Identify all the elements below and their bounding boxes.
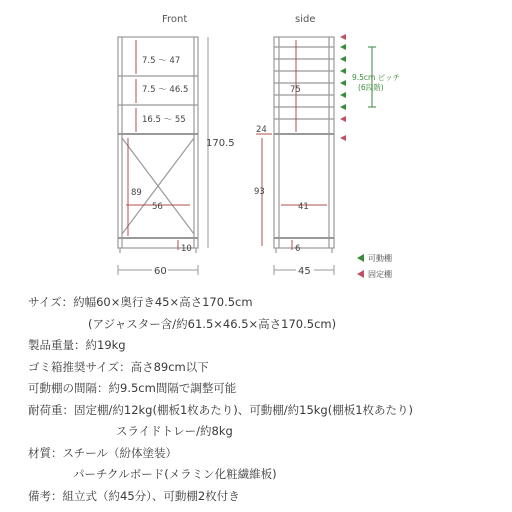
spec-interval: 可動棚の間隔：約9.5cm間隔で調整可能 [28,381,237,395]
movable-legend-icon [357,254,364,262]
side-dim-shelf: 24 [256,125,267,135]
front-dim-inner-width: 56 [152,202,163,212]
front-frame [118,37,198,253]
spec-load-tray: スライドトレー/約8kg [116,424,233,438]
fixed-legend-icon [357,270,364,278]
pitch-label: 9.5cm ピッチ [352,73,400,82]
pitch-steps-label: (6段階) [358,83,384,92]
side-dim-lower: 93 [254,187,265,197]
spec-material: 材質：スチール（紛体塗装） [28,445,178,460]
front-dim-height: 89 [131,188,142,198]
front-dim-total-height: 170.5 [206,138,235,149]
side-dim-depth: 45 [298,266,311,277]
front-dim-3: 16.5 ～ 55 [142,115,186,125]
movable-shelf-markers [340,44,346,110]
side-dim-upper: 75 [290,85,301,95]
spec-load: 耐荷重：固定棚/約12kg(棚板1枚あたり)、可動棚/約15kg(棚板1枚あたり) [28,402,414,417]
front-view-label: Front [162,14,188,25]
spec-note: 備考：組立式（約45分）、可動棚2枚付き [28,488,240,503]
spec-bin-size: ゴミ箱推奨サイズ：高さ89cm以下 [28,359,209,374]
side-dim-foot: 6 [295,244,301,254]
spec-list [28,292,498,507]
fixed-legend-label: 固定棚 [368,270,392,279]
side-dim-inner-depth: 41 [298,202,309,212]
fixed-shelf-markers [340,34,346,141]
spec-weight: 製品重量：約19kg [28,338,126,352]
side-frame [274,37,334,253]
front-dim-2: 7.5 ～ 46.5 [142,85,189,95]
front-dim-width: 60 [154,266,167,277]
movable-legend-label: 可動棚 [368,254,392,263]
front-dim-foot: 10 [181,244,192,254]
spec-size: サイズ：約幅60×奥行き45×高さ170.5cm [28,295,253,309]
spec-material-2: パーチクルボード(メラミン化粧繊維板) [73,467,277,481]
front-inner-dimensions [126,40,190,250]
side-view-label: side [295,14,316,25]
spec-size-note: (アジャスター含/約61.5×46.5×高さ170.5cm) [88,316,337,331]
front-dim-1: 7.5 ～ 47 [142,56,181,66]
